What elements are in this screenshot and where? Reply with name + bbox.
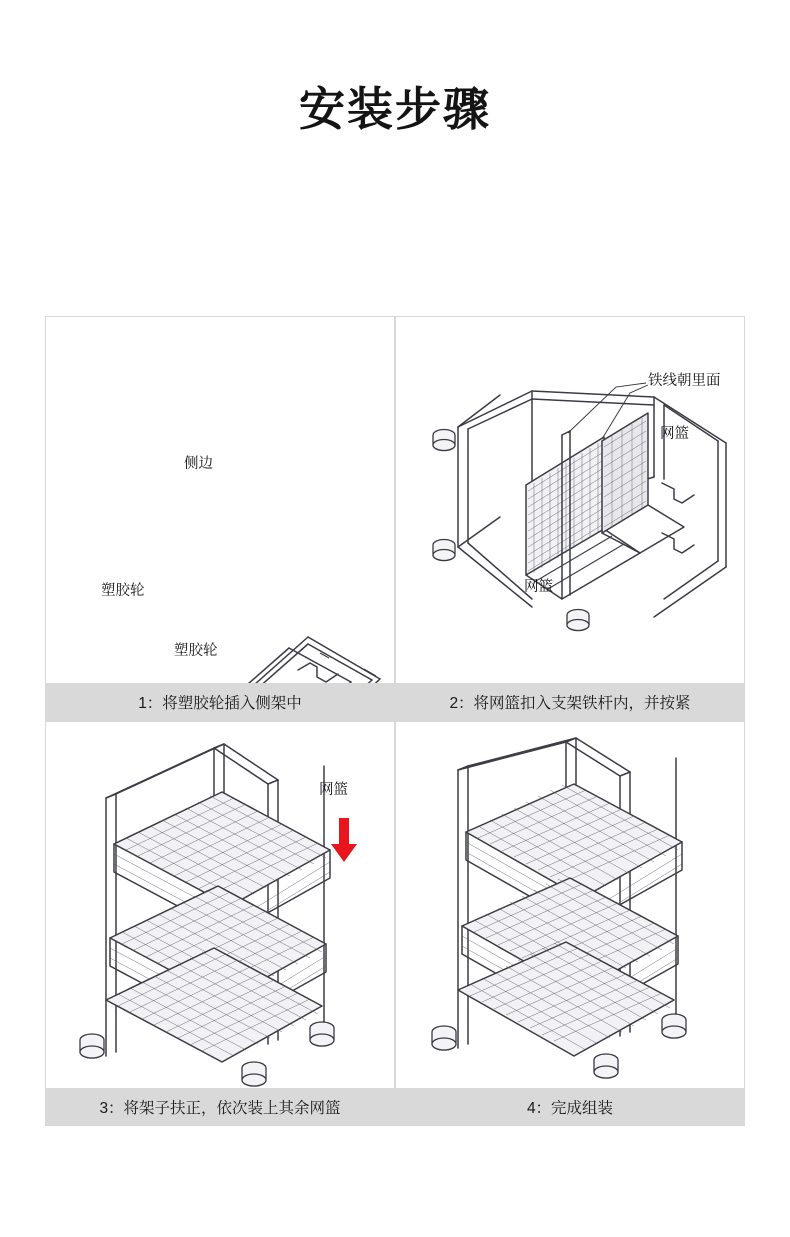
step-4-drawing (396, 722, 744, 1090)
wheel-icon-6 (80, 1034, 104, 1058)
step-1-illustration (46, 317, 394, 685)
steps-grid (45, 316, 745, 1126)
label-basket-left: 网篮 (524, 579, 553, 595)
label-side-frame: 侧边 (184, 456, 213, 472)
insert-arrow-down-icon (331, 818, 357, 862)
wheel-icon-4 (433, 540, 455, 561)
step-card-2 (395, 316, 745, 721)
label-plastic-wheel-lower: 塑胶轮 (174, 643, 218, 659)
wheel-icon-10 (594, 1054, 618, 1078)
label-basket: 网篮 (319, 782, 348, 798)
step-4-caption: 4：完成组装 (396, 1088, 744, 1125)
step-2-illustration (396, 317, 744, 685)
step-3-illustration (46, 722, 394, 1090)
wheel-icon-11 (662, 1014, 686, 1038)
step-4-illustration (396, 722, 744, 1090)
step-1-caption: 1：将塑胶轮插入侧架中 (46, 683, 394, 720)
basket-final-3 (458, 942, 674, 1056)
label-basket-right: 网篮 (660, 426, 689, 442)
label-plastic-wheel-upper: 塑胶轮 (101, 583, 145, 599)
label-wire-facing-inward: 铁线朝里面 (648, 373, 721, 389)
step-1-drawing (46, 317, 394, 685)
page-title: 安装步骤 (299, 83, 491, 135)
wheel-icon-8 (310, 1022, 334, 1046)
step-3-caption: 3：将架子扶正，依次装上其余网篮 (46, 1088, 394, 1125)
step-card-3 (45, 721, 395, 1126)
step-card-4 (395, 721, 745, 1126)
wheel-icon-5 (567, 610, 589, 631)
wheel-icon-3 (433, 430, 455, 451)
step-card-1 (45, 316, 395, 721)
step-2-caption: 2：将网篮扣入支架铁杆内，并按紧 (396, 683, 744, 720)
wheel-icon-7 (242, 1062, 266, 1086)
wheel-icon-9 (432, 1026, 456, 1050)
